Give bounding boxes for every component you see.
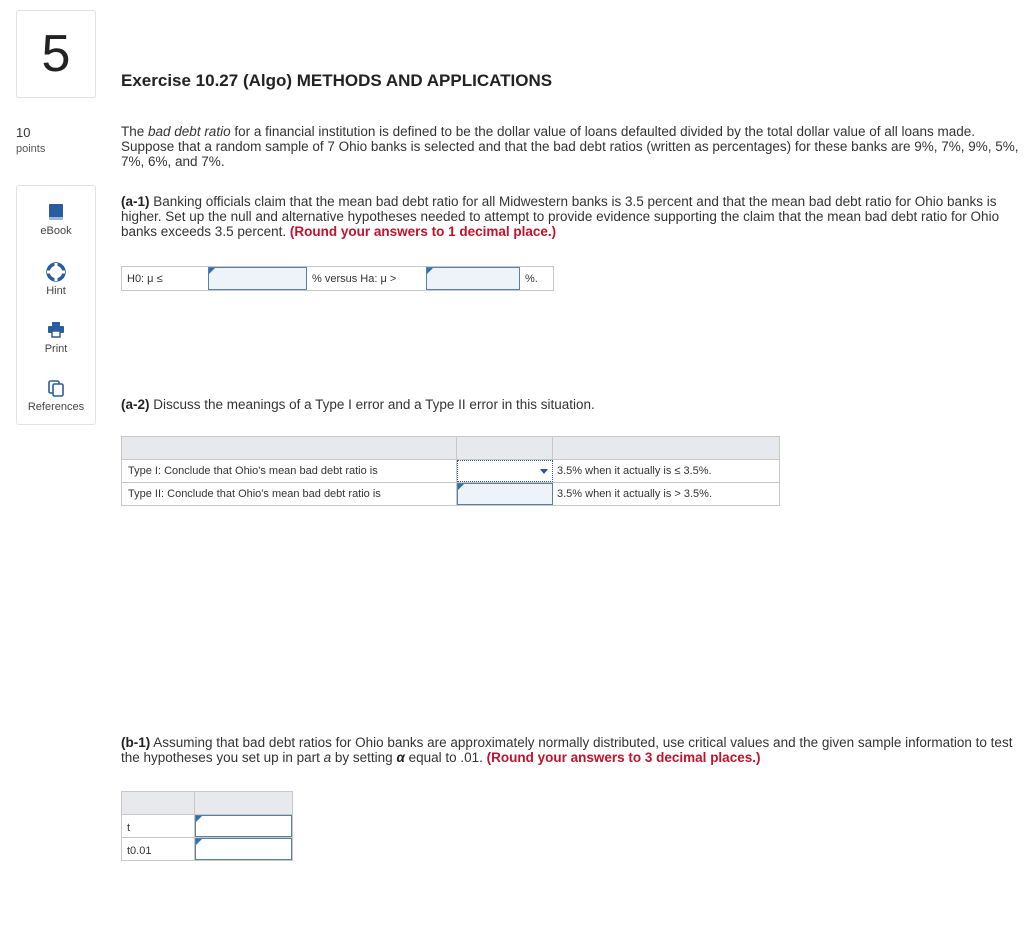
t-value-input[interactable] bbox=[195, 815, 292, 837]
t-critical-input[interactable] bbox=[195, 838, 292, 860]
hypothesis-row bbox=[121, 266, 554, 291]
print-label: Print bbox=[44, 343, 68, 355]
h0-value-input[interactable] bbox=[208, 267, 307, 290]
h0-label: H0: μ ≤ bbox=[127, 272, 163, 285]
references-label: References bbox=[27, 401, 85, 413]
type-1-label: Type I: Conclude that Ohio's mean bad debt ratio is bbox=[122, 460, 457, 482]
references-button[interactable] bbox=[17, 378, 95, 413]
ha-value-input[interactable] bbox=[426, 267, 520, 290]
tools-panel bbox=[16, 185, 96, 425]
type-1-tail: 3.5% when it actually is ≤ 3.5%. bbox=[557, 465, 712, 477]
lifebuoy-icon bbox=[46, 262, 66, 282]
ebook-label: eBook bbox=[40, 225, 72, 237]
intro-paragraph: The bad debt ratio for a financial institution is defined to be the dollar value of loans defaulted divided by the total dollar value of all loans made. Suppose that a random sample of 7 Ohio banks is selected and that the bad debt ratios (written as percentages) for these banks are 9%, 7%, 9%, 5%, 7%, 6%, and 7%. bbox=[121, 124, 1019, 169]
points-label: points bbox=[16, 143, 46, 155]
table-header-row bbox=[122, 437, 779, 459]
type-2-tail: 3.5% when it actually is > 3.5%. bbox=[557, 488, 712, 500]
chevron-down-icon bbox=[540, 469, 548, 474]
table-header-row bbox=[122, 792, 292, 814]
table-row bbox=[122, 814, 292, 837]
hint-button[interactable] bbox=[17, 262, 95, 297]
table-row bbox=[122, 837, 292, 860]
percent-suffix: %. bbox=[525, 272, 538, 285]
ebook-button[interactable] bbox=[17, 202, 95, 237]
table-row bbox=[122, 482, 779, 505]
table-row bbox=[122, 459, 779, 482]
t-critical-label: t0.01 bbox=[122, 838, 195, 860]
points-box bbox=[16, 125, 45, 157]
part-a2-prompt: (a-2) Discuss the meanings of a Type I error and a Type II error in this situation. bbox=[121, 397, 595, 412]
type-2-select[interactable] bbox=[457, 483, 553, 505]
part-b1-prompt: (b-1) Assuming that bad debt ratios for Ohio banks are approximately normally distributed, use critical values and the given sample information to test the hypotheses you set up in part a by setting α equal to .01. (Round your answers to 3 decimal places.) bbox=[121, 735, 1013, 765]
question-number: 5 bbox=[16, 10, 96, 98]
printer-icon bbox=[46, 320, 66, 340]
type-2-label: Type II: Conclude that Ohio's mean bad debt ratio is bbox=[122, 483, 457, 505]
hint-label: Hint bbox=[46, 285, 66, 297]
error-table bbox=[121, 436, 780, 506]
copy-icon bbox=[46, 378, 66, 398]
book-icon bbox=[46, 202, 66, 222]
type-1-select[interactable] bbox=[457, 460, 553, 482]
test-statistic-table bbox=[121, 791, 293, 861]
ha-label: % versus Ha: μ > bbox=[312, 272, 397, 285]
points-value: 10 bbox=[16, 125, 31, 140]
exercise-title: Exercise 10.27 (Algo) METHODS AND APPLICATIONS bbox=[121, 71, 553, 90]
t-label: t bbox=[122, 815, 195, 837]
print-button[interactable] bbox=[17, 320, 95, 355]
part-a1-prompt: (a-1) Banking officials claim that the mean bad debt ratio for all Midwestern banks is 3.5 percent and that the mean bad debt ratio for Ohio banks is higher. Set up the null and alternative hypotheses needed to attempt to provide evidence supporting the claim that the mean bad debt ratio for Ohio banks exceeds 3.5 percent. (Round your answers to 1 decimal place.) bbox=[121, 194, 1000, 239]
